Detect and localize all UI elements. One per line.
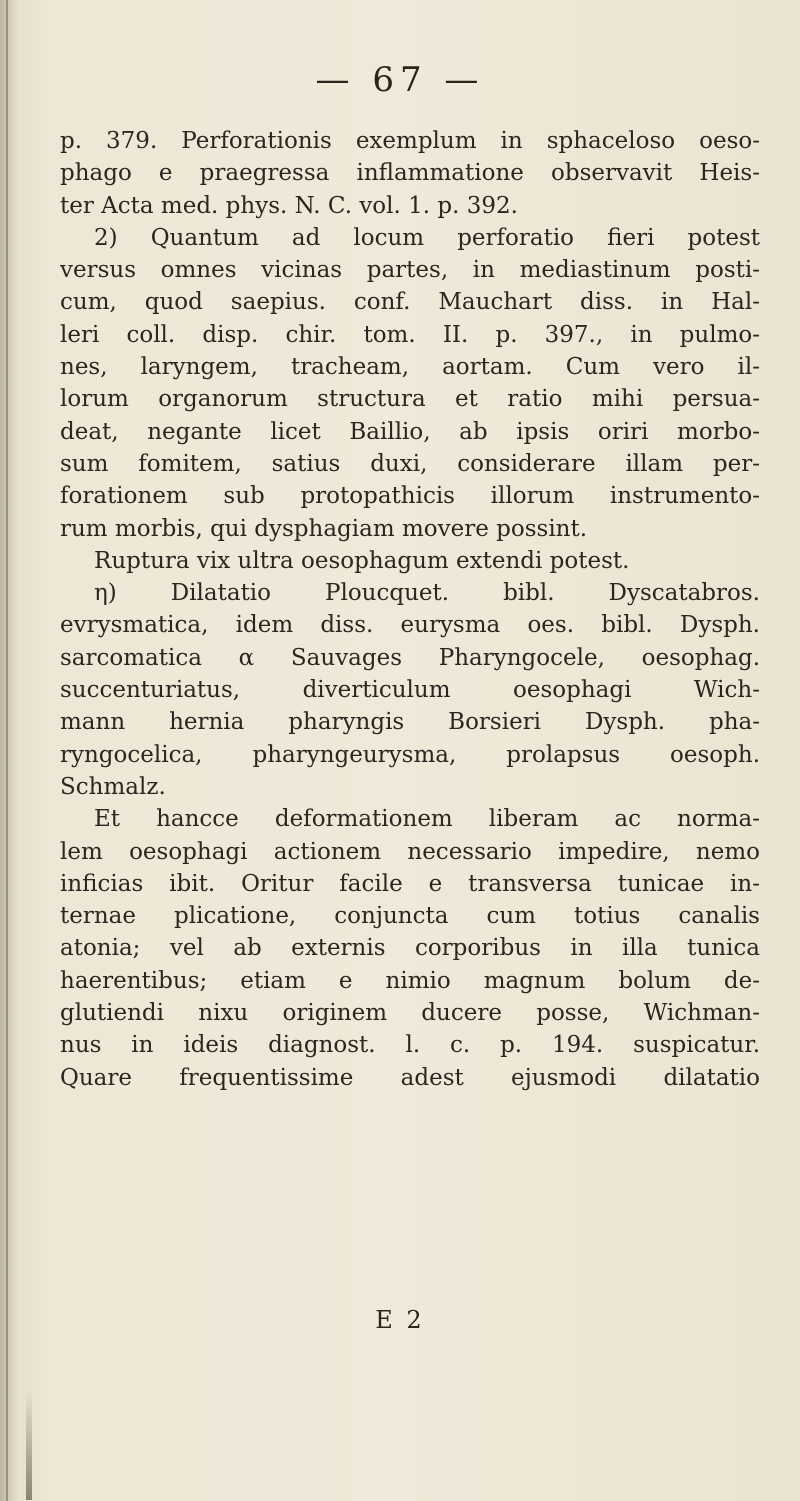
text-line: evrysmatica, idem diss. eurysma oes. bibl. Dysph. bbox=[60, 612, 760, 639]
text-line: glutiendi nixu originem ducere posse, Wichman- bbox=[60, 1000, 760, 1027]
text-line: haerentibus; etiam e nimio magnum bolum de- bbox=[60, 967, 760, 994]
page-header: — 67 — bbox=[315, 60, 485, 100]
text-line: ternae plicatione, conjuncta cum totius canalis bbox=[60, 903, 760, 930]
text-line: ter Acta med. phys. N. C. vol. 1. p. 392. bbox=[60, 192, 518, 219]
text-line: lem oesophagi actionem necessario impedire, nemo bbox=[60, 838, 760, 865]
text-line: sarcomatica α Sauvages Pharyngocele, oesophag. bbox=[60, 644, 760, 671]
body-text bbox=[60, 125, 760, 1094]
text-line: atonia; vel ab externis corporibus in illa tunica bbox=[60, 935, 760, 962]
text-line: mann hernia pharyngis Borsieri Dysph. pha- bbox=[60, 709, 760, 736]
text-line: sum fomitem, satius duxi, considerare illam per- bbox=[60, 450, 760, 477]
text-line: Quare frequentissime adest ejusmodi dilatatio bbox=[60, 1064, 760, 1091]
text-line: Schmalz. bbox=[60, 773, 166, 800]
text-line: phago e praegressa inflammatione observavit Heis- bbox=[60, 160, 760, 187]
text-line: Et hancce deformationem liberam ac norma- bbox=[94, 806, 760, 833]
text-line: forationem sub protopathicis illorum instrumento- bbox=[60, 483, 760, 510]
text-line: inficias ibit. Oritur facile e transversa tunicae in- bbox=[60, 870, 760, 897]
signature-mark: E 2 bbox=[375, 1306, 425, 1334]
text-line: lorum organorum structura et ratio mihi persua- bbox=[60, 386, 760, 413]
text-line: leri coll. disp. chir. tom. II. p. 397., in pulmo- bbox=[60, 321, 760, 348]
text-line: ryngocelica, pharyngeurysma, prolapsus oesoph. bbox=[60, 741, 760, 768]
spine-shadow bbox=[0, 0, 18, 1501]
text-line: nus in ideis diagnost. l. c. p. 194. suspicatur. bbox=[60, 1032, 760, 1059]
text-line: versus omnes vicinas partes, in mediastinum posti- bbox=[60, 257, 760, 284]
text-line: η) Dilatatio Ploucquet. bibl. Dyscatabros. bbox=[94, 580, 760, 607]
text-line: Ruptura vix ultra oesophagum extendi potest. bbox=[94, 547, 630, 574]
text-line: rum morbis, qui dysphagiam movere possint. bbox=[60, 515, 588, 542]
text-line: nes, laryngem, tracheam, aortam. Cum vero il- bbox=[60, 354, 760, 381]
page-edge-mark bbox=[26, 1390, 32, 1500]
text-line: cum, quod saepius. conf. Mauchart diss. in Hal- bbox=[60, 289, 760, 316]
text-line: succenturiatus, diverticulum oesophagi Wich- bbox=[60, 677, 760, 704]
text-line: p. 379. Perforationis exemplum in sphaceloso oeso- bbox=[60, 128, 760, 154]
page-edge bbox=[6, 0, 8, 1501]
text-line: 2) Quantum ad locum perforatio fieri potest bbox=[94, 224, 760, 251]
text-line: deat, negante licet Baillio, ab ipsis oriri morbo- bbox=[60, 418, 760, 445]
